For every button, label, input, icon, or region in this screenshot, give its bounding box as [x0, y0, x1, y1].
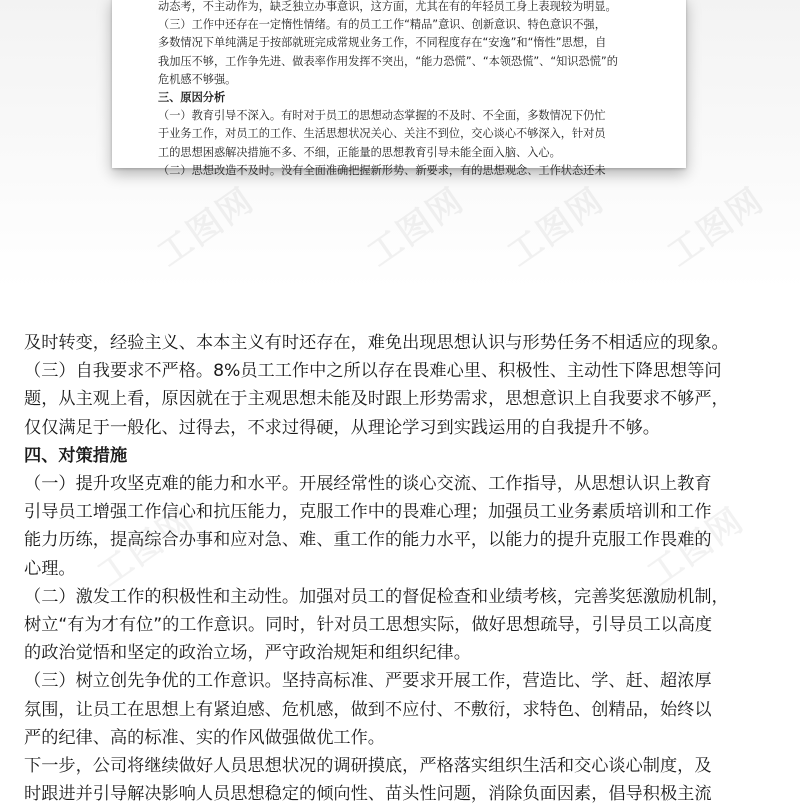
- preview-text-line: 我加压不够，工作争先进、做表率作用发挥不突出，“能力恐慌”、“本领恐慌”、“知识恐慌”的: [158, 54, 618, 68]
- preview-text-line: 动态考，不主动作为，缺乏独立办事意识，这方面，尤其在有的年轻员工身上表现较为明显。: [158, 0, 617, 13]
- preview-text-line: 危机感不够强。: [158, 72, 237, 86]
- paragraph-line: （一）提升攻坚克难的能力和水平。开展经常性的谈心交流、工作指导，从思想认识上教育: [24, 474, 712, 495]
- paragraph-line: 下一步，公司将继续做好人员思想状况的调研摸底，严格落实组织生活和交心谈心制度，及: [24, 756, 712, 777]
- paragraph-line: 引导员工增强工作信心和抗压能力，克服工作中的畏难心理；加强员工业务素质培训和工作: [24, 502, 712, 523]
- preview-text-line: 多数情况下单纯满足于按部就班完成常规业务工作，不同程度存在“安逸”和“惰性”思想，自: [158, 36, 607, 50]
- paragraph-line: 氛围，让员工在思想上有紧迫感、危机感，做到不应付、不敷衍，求特色、创精品，始终以: [24, 699, 712, 720]
- paragraph-line: 能力历练，提高综合办事和应对急、难、重工作的能力水平，以能力的提升克服工作畏难的: [24, 530, 712, 551]
- paragraph-line: 心理。: [24, 558, 76, 579]
- preview-text-line: （一）教育引导不深入。有时对于员工的思想动态掌握的不及时、不全面，多数情况下仍忙: [158, 109, 606, 123]
- preview-text-line: （三）工作中还存在一定惰性情绪。有的员工工作“精品”意识、创新意识、特色意识不强，: [158, 18, 606, 32]
- paragraph-line: 树立“有为才有位”的工作意识。同时，针对员工思想实际，做好思想疏导，引导员工以高度: [24, 615, 713, 636]
- paragraph-line: 严的纪律、高的标准、实的作风做强做优工作。: [24, 727, 385, 748]
- section-heading: 四、对策措施: [24, 445, 128, 466]
- watermark-text: 工图网: [640, 500, 752, 595]
- document-preview-card: [112, 0, 686, 177]
- paragraph-line: 时跟进并引导解决影响人员思想稳定的倾向性、苗头性问题，消除负面因素，倡导积极主流: [24, 784, 712, 805]
- watermark-text: 工图网: [90, 500, 202, 595]
- paragraph-line: （二）激发工作的积极性和主动性。加强对员工的督促检查和业绩考核，完善奖惩激励机制，: [24, 586, 729, 607]
- paragraph-line: 及时转变，经验主义、本本主义有时还存在，难免出现思想认识与形势任务不相适应的现象。: [24, 333, 729, 353]
- preview-text-line: （二）思想改造不及时。没有全面准确把握新形势、新要求，有的思想观念、工作状态还未: [158, 163, 606, 177]
- paragraph-line: （三）树立创先争优的工作意识。坚持高标准、严要求开展工作，营造比、学、赶、超浓厚: [24, 671, 712, 692]
- preview-text-block: [112, 0, 686, 180]
- paragraph-line: （三）自我要求不严格。8%员工工作中之所以存在畏难心里、积极性、主动性下降思想等问: [24, 361, 722, 382]
- preview-text-line: 工的思想困惑解决措施不多、不细，正能量的思想教育引导未能全面入脑、入心。: [158, 145, 561, 159]
- paragraph-line: 题，从主观上看，原因就在于主观思想未能及时跟上形势需求，思想意识上自我要求不够严，: [24, 389, 729, 410]
- paragraph-line: 的政治觉悟和坚定的政治立场，严守政治规矩和组织纪律。: [24, 643, 471, 664]
- paragraph-line: 仅仅满足于一般化、过得去，不求过得硬，从理论学习到实践运用的自我提升不够。: [24, 417, 660, 438]
- preview-section-heading: 三、原因分析: [158, 91, 226, 105]
- preview-text-line: 于业务工作，对员工的工作、生活思想状况关心、关注不到位，交心谈心不够深入，针对员: [158, 127, 606, 141]
- document-body: [24, 329, 786, 808]
